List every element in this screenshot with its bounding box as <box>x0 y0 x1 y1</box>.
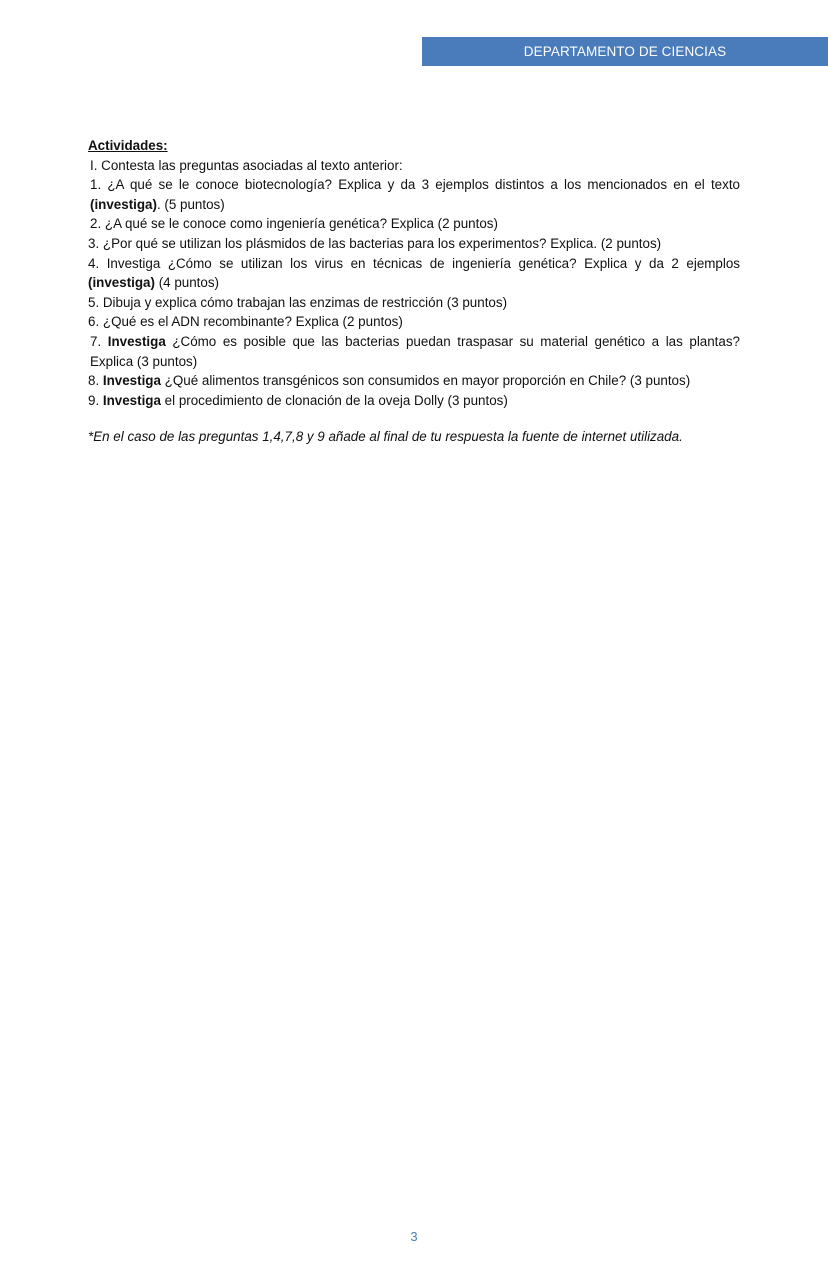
question-7-text: ¿Cómo es posible que las bacterias puedan traspasar su material genético a las plantas? Explica (3 puntos) <box>90 333 740 369</box>
question-8 <box>88 371 740 391</box>
question-8-bold: Investiga <box>102 373 161 389</box>
question-9-bold: Investiga <box>102 392 161 408</box>
question-9 <box>88 391 740 411</box>
question-7-num: 7. <box>90 333 108 349</box>
question-2: 2. ¿A qué se le conoce como ingeniería genética? Explica (2 puntos) <box>90 216 498 232</box>
question-4 <box>88 254 740 293</box>
question-8-text: ¿Qué alimentos transgénicos son consumidos en mayor proporción en Chile? (3 puntos) <box>160 373 691 389</box>
question-5: 5. Dibuja y explica cómo trabajan las enzimas de restricción (3 puntos) <box>88 294 508 310</box>
question-7-bold: Investiga <box>107 333 166 349</box>
page-number: 3 <box>410 1229 418 1244</box>
question-1-text: 1. ¿A qué se le conoce biotecnología? Explica y da 3 ejemplos distintos a los mencionados en el texto <box>90 177 740 193</box>
question-9-text: el procedimiento de clonación de la oveja Dolly (3 puntos) <box>160 392 508 408</box>
question-1 <box>88 175 740 214</box>
sources-note: *En el caso de las preguntas 1,4,7,8 y 9 añade al final de tu respuesta la fuente de internet utilizada. <box>88 429 683 445</box>
department-title: DEPARTAMENTO DE CIENCIAS <box>523 44 727 59</box>
question-8-num: 8. <box>88 373 103 389</box>
department-header <box>422 37 828 66</box>
question-4-tail: (4 puntos) <box>154 275 219 291</box>
question-3: 3. ¿Por qué se utilizan los plásmidos de las bacterias para los experimentos? Explica. (2 puntos) <box>88 235 662 251</box>
question-4-text: 4. Investiga ¿Cómo se utilizan los virus en técnicas de ingeniería genética? Explica y da 2 ejemplos <box>88 255 740 271</box>
question-1-bold: (investiga) <box>90 196 157 212</box>
question-9-num: 9. <box>88 392 103 408</box>
activities-section <box>88 136 740 447</box>
activities-heading: Actividades: <box>88 138 168 153</box>
question-4-bold: (investiga) <box>88 275 155 291</box>
question-6: 6. ¿Qué es el ADN recombinante? Explica (2 puntos) <box>88 314 403 330</box>
activities-intro: I. Contesta las preguntas asociadas al texto anterior: <box>90 157 403 173</box>
question-1-tail: . (5 puntos) <box>156 196 225 212</box>
question-7 <box>88 332 740 371</box>
